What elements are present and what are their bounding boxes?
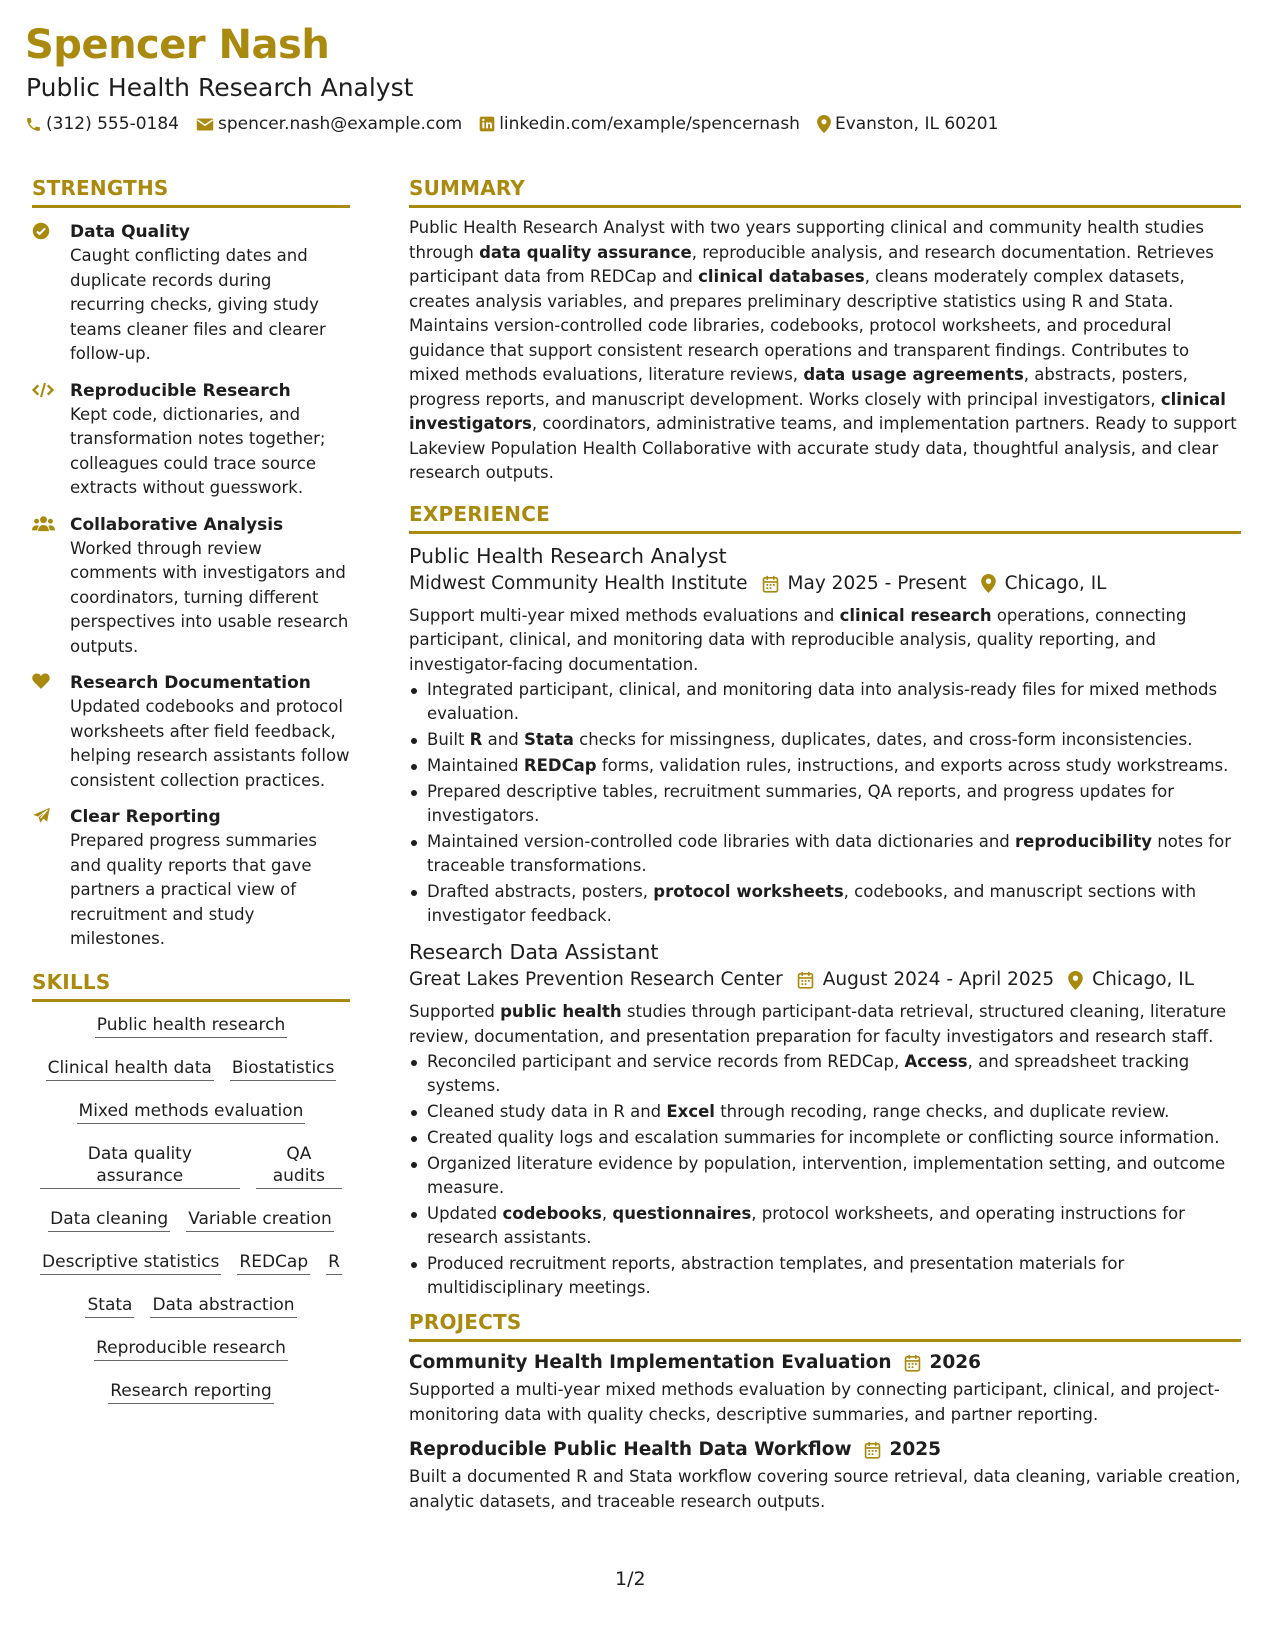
bold-phrase: public health [500, 1002, 622, 1021]
text-run: Maintained version-controlled code libraries with data dictionaries and [427, 832, 1016, 851]
bold-phrase: REDCap [523, 756, 597, 775]
project-header [409, 1437, 1241, 1463]
skill-tag: Data quality assurance [40, 1143, 240, 1189]
skills-list [32, 1014, 350, 1404]
strength-item [32, 220, 350, 367]
text-run: Maintained [427, 756, 524, 775]
text-run: studies through participant-data retrieval, structured cleaning, literature review, documentation, and presentation preparation for faculty investigators and research staff. [409, 1002, 1227, 1046]
contact-location [817, 114, 998, 134]
skill-tag: QA audits [256, 1143, 342, 1189]
location-text: Evanston, IL 60201 [834, 114, 999, 134]
bullet-item [409, 1152, 1241, 1200]
phone-text: (312) 555-0184 [46, 114, 179, 134]
check-circle-icon [32, 222, 50, 240]
skills-row [32, 1251, 350, 1275]
bold-phrase: data usage agreements [803, 365, 1024, 384]
text-run: Produced recruitment reports, abstraction templates, and presentation materials for multidisciplinary meetings. [427, 1254, 1125, 1297]
text-run: Organized literature evidence by population, intervention, implementation setting, and outcome measure. [427, 1154, 1226, 1197]
text-run: Built [427, 730, 470, 749]
job-dates [762, 570, 967, 598]
contact-email[interactable] [196, 114, 462, 134]
text-run: Updated [427, 1204, 503, 1223]
skill-tag: Data cleaning [48, 1208, 170, 1232]
job-dates-text: August 2024 - April 2025 [822, 969, 1055, 990]
job-title: Research Data Assistant [409, 940, 659, 964]
linkedin-icon [479, 116, 495, 132]
text-run: forms, validation rules, instructions, and exports across study workstreams. [596, 756, 1229, 775]
skill-tag: Clinical health data [46, 1057, 214, 1081]
skills-row [32, 1100, 350, 1124]
job-bullets [409, 1050, 1241, 1300]
job-meta [409, 966, 1241, 994]
code-icon [32, 381, 54, 399]
bold-phrase: Excel [666, 1102, 715, 1121]
job-entry [409, 938, 1241, 1300]
job-description [409, 1000, 1241, 1049]
strength-desc: Prepared progress summaries and quality reports that gave partners a practical view of recruitment and study milestones. [70, 831, 318, 948]
job-location [981, 570, 1107, 598]
job-entry [409, 542, 1241, 929]
job-bullets [409, 678, 1241, 928]
map-pin-icon [981, 574, 996, 593]
text-run: , [601, 1204, 613, 1223]
candidate-name: Spencer Nash [25, 22, 330, 68]
job-location [1068, 966, 1194, 994]
job-description [409, 604, 1241, 678]
bold-phrase: protocol worksheets [653, 882, 844, 901]
job-meta [409, 570, 1241, 598]
project-title: Community Health Implementation Evaluation [409, 1352, 892, 1373]
bullet-item [409, 1126, 1241, 1150]
text-run: operations, connecting participant, clinical, and monitoring data with reproducible analysis, quality reporting, and investigator-facing documentation. [409, 605, 1187, 674]
summary-heading: SUMMARY [409, 176, 1241, 208]
summary-text [409, 216, 1241, 486]
map-pin-icon [1068, 971, 1083, 990]
users-icon [32, 515, 55, 532]
skill-tag: Data abstraction [150, 1294, 296, 1318]
text-run: , cleans moderately complex datasets, creates analysis variables, and prepares preliminary descriptive statistics using R and Stata. Maintains version-controlled code libraries, codebooks, protocol worksheets, and procedural guidance that support consistent research operations and transparent findings. Contributes to mixed methods evaluations, literature reviews, [409, 267, 1190, 384]
job-location-text: Chicago, IL [1092, 969, 1195, 990]
strength-item [32, 379, 350, 501]
skill-tag: Mixed methods evaluation [77, 1100, 306, 1124]
skill-tag: Public health research [95, 1014, 287, 1038]
text-run: checks for missingness, duplicates, dates, and cross-form inconsistencies. [573, 730, 1193, 749]
text-run: Supported [409, 1002, 501, 1021]
text-run: Prepared descriptive tables, recruitment summaries, QA reports, and progress updates for investigators. [427, 782, 1175, 825]
heart-icon [32, 673, 50, 689]
text-run: , protocol worksheets, and operating instructions for research assistants. [427, 1204, 1185, 1247]
skill-tag: Stata [85, 1294, 134, 1318]
skills-row [32, 1380, 350, 1404]
text-run: through recoding, range checks, and duplicate review. [714, 1102, 1170, 1121]
skill-tag: REDCap [237, 1251, 310, 1275]
project-year: 2025 [889, 1439, 942, 1460]
contact-linkedin[interactable] [479, 114, 800, 134]
bold-phrase: codebooks [502, 1204, 602, 1223]
experience-list [409, 542, 1241, 1301]
text-run: Reconciled participant and service records from REDCap, [427, 1052, 905, 1071]
strength-title: Clear Reporting [70, 807, 221, 827]
page-number: 1/2 [615, 1568, 646, 1590]
bullet-item [409, 780, 1241, 828]
projects-list [409, 1350, 1241, 1514]
calendar-icon [797, 971, 814, 989]
text-run: Public Health Research Analyst with two years supporting clinical and community health studies through [409, 218, 1204, 262]
job-location-text: Chicago, IL [1004, 572, 1107, 594]
bold-phrase: clinical databases [698, 267, 865, 286]
bullet-item [409, 1252, 1241, 1300]
text-run: Support multi-year mixed methods evaluations and [409, 605, 840, 625]
project-entry [409, 1437, 1241, 1514]
strengths-list [32, 220, 350, 952]
strength-item [32, 805, 350, 952]
text-run: , reproducible analysis, and research documentation. Retrieves participant data from REDCap and [409, 242, 1214, 286]
calendar-icon [864, 1441, 881, 1459]
bullet-item [409, 830, 1241, 878]
strength-desc: Kept code, dictionaries, and transformation notes together; colleagues could trace source extracts without guesswork. [70, 404, 326, 497]
skills-row [32, 1337, 350, 1361]
text-run: Cleaned study data in R and [427, 1102, 667, 1121]
bullet-item [409, 754, 1241, 778]
skills-row [32, 1143, 350, 1189]
map-pin-icon [817, 115, 831, 133]
phone-icon [25, 116, 42, 133]
text-run: Created quality logs and escalation summaries for incomplete or conflicting source information. [427, 1128, 1220, 1147]
bold-phrase: R [469, 730, 483, 749]
job-title: Public Health Research Analyst [409, 543, 727, 568]
project-title: Reproducible Public Health Data Workflow [409, 1439, 852, 1460]
strength-title: Collaborative Analysis [70, 514, 284, 535]
skill-tag: Research reporting [108, 1380, 274, 1404]
text-run: , abstracts, posters, progress reports, and manuscript development. Works closely with principal investigators, [409, 365, 1188, 409]
text-run: and [482, 730, 524, 749]
project-entry [409, 1350, 1241, 1427]
strength-item [32, 671, 350, 793]
job-dates [797, 966, 1054, 994]
bold-phrase: clinical investigators [409, 389, 1226, 433]
projects-heading: PROJECTS [409, 1310, 1241, 1342]
candidate-title: Public Health Research Analyst [26, 73, 414, 102]
project-year: 2026 [929, 1352, 982, 1373]
skill-tag: Biostatistics [230, 1057, 337, 1081]
text-run: , codebooks, and manuscript sections with investigator feedback. [427, 882, 1197, 925]
calendar-icon [762, 575, 779, 593]
skills-heading: SKILLS [32, 970, 350, 1002]
skill-tag: R [326, 1251, 342, 1275]
contact-phone [25, 114, 179, 134]
bullet-item [409, 1050, 1241, 1098]
strength-title: Research Documentation [70, 673, 311, 693]
skills-row [32, 1057, 350, 1081]
job-dates-text: May 2025 - Present [787, 572, 967, 594]
strength-title: Data Quality [70, 222, 190, 242]
bold-phrase: data quality assurance [479, 242, 692, 262]
skills-row [32, 1014, 350, 1038]
bold-phrase: clinical research [839, 605, 992, 625]
contact-bar [25, 114, 1015, 134]
skill-tag: Descriptive statistics [40, 1251, 221, 1275]
text-run: , and spreadsheet tracking systems. [427, 1052, 1190, 1095]
bullet-item [409, 678, 1241, 726]
strength-desc: Caught conflicting dates and duplicate records during recurring checks, giving study teams cleaner files and clearer follow-up. [70, 246, 326, 363]
project-header [409, 1350, 1241, 1376]
text-run: , coordinators, administrative teams, and implementation partners. Ready to support Lakeview Population Health Collaborative with accurate study data, thoughtful analysis, and clear research outputs. [409, 414, 1237, 482]
bullet-item [409, 1202, 1241, 1250]
job-org: Great Lakes Prevention Research Center [409, 969, 783, 990]
email-link[interactable]: spencer.nash@example.com [217, 114, 463, 134]
linkedin-link[interactable]: linkedin.com/example/spencernash [499, 114, 800, 134]
skill-tag: Reproducible research [94, 1337, 288, 1361]
calendar-icon [904, 1354, 921, 1372]
bold-phrase: questionnaires [612, 1204, 752, 1223]
text-run: Integrated participant, clinical, and monitoring data into analysis-ready files for mixed methods evaluation. [427, 680, 1218, 723]
bullet-item [409, 1100, 1241, 1124]
project-description: Supported a multi-year mixed methods evaluation by connecting participant, clinical, and project-monitoring data with quality checks, descriptive summaries, and partner reporting. [409, 1380, 1220, 1424]
experience-heading: EXPERIENCE [409, 502, 1241, 534]
strength-title: Reproducible Research [70, 380, 291, 401]
bold-phrase: Access [904, 1052, 968, 1071]
strength-item [32, 513, 350, 660]
strength-desc: Updated codebooks and protocol worksheets after field feedback, helping research assistants follow consistent collection practices. [70, 697, 350, 790]
bullet-item [409, 728, 1241, 752]
bold-phrase: reproducibility [1015, 832, 1153, 851]
strengths-heading: STRENGTHS [32, 176, 350, 208]
project-description: Built a documented R and Stata workflow covering source retrieval, data cleaning, variable creation, analytic datasets, and traceable research outputs. [409, 1467, 1241, 1511]
skills-row [32, 1208, 350, 1232]
paper-plane-icon [32, 807, 51, 825]
job-org: Midwest Community Health Institute [409, 572, 748, 594]
bullet-item [409, 880, 1241, 928]
bold-phrase: Stata [523, 730, 574, 749]
skill-tag: Variable creation [186, 1208, 334, 1232]
right-column [409, 176, 1241, 1524]
text-run: notes for traceable transformations. [427, 832, 1231, 875]
strength-desc: Worked through review comments with investigators and coordinators, turning different perspectives into usable research outputs. [70, 538, 349, 656]
skills-row [32, 1294, 350, 1318]
envelope-icon [196, 117, 214, 132]
text-run: Drafted abstracts, posters, [427, 882, 654, 901]
left-column [32, 176, 350, 1423]
